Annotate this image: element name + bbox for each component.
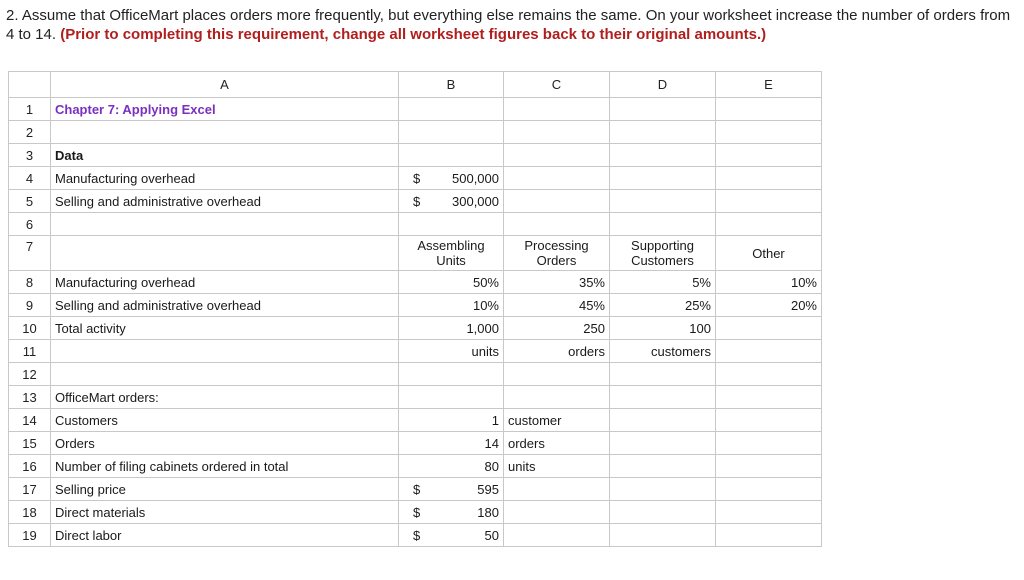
currency-symbol: $ (413, 481, 421, 497)
cell-e4[interactable] (716, 167, 822, 190)
cell-b19[interactable] (399, 524, 504, 547)
cell-d9[interactable]: 25% (610, 294, 716, 317)
row-number[interactable]: 9 (9, 294, 51, 317)
cell-c2[interactable] (504, 121, 610, 144)
cell-c9[interactable]: 45% (504, 294, 610, 317)
cell-c17[interactable] (504, 478, 610, 501)
cell-b1[interactable] (399, 98, 504, 121)
cell-value: 500,000 (452, 170, 499, 186)
cell-e17[interactable] (716, 478, 822, 501)
cell-a3[interactable]: Data (51, 144, 399, 167)
cell-c4[interactable] (504, 167, 610, 190)
currency-symbol: $ (413, 527, 421, 543)
cell-e14[interactable] (716, 409, 822, 432)
row-15 (9, 432, 822, 455)
cell-value: 180 (477, 504, 499, 520)
column-header-c[interactable]: C (504, 72, 610, 98)
row-7 (9, 236, 822, 271)
cell-a10[interactable]: Total activity (51, 317, 399, 340)
cell-b8[interactable]: 50% (399, 271, 504, 294)
row-2 (9, 121, 822, 144)
cell-d12[interactable] (610, 363, 716, 386)
cell-b16[interactable]: 80 (399, 455, 504, 478)
row-number[interactable]: 3 (9, 144, 51, 167)
cell-b4[interactable] (399, 167, 504, 190)
row-number[interactable]: 17 (9, 478, 51, 501)
row-number[interactable]: 4 (9, 167, 51, 190)
column-header-e[interactable]: E (716, 72, 822, 98)
cell-e11[interactable] (716, 340, 822, 363)
cell-b9[interactable]: 10% (399, 294, 504, 317)
cell-a15[interactable]: Orders (51, 432, 399, 455)
cell-b3[interactable] (399, 144, 504, 167)
row-18 (9, 501, 822, 524)
cell-d15[interactable] (610, 432, 716, 455)
row-17 (9, 478, 822, 501)
row-number[interactable]: 6 (9, 213, 51, 236)
row-12 (9, 363, 822, 386)
row-3 (9, 144, 822, 167)
cell-a14[interactable]: Customers (51, 409, 399, 432)
cell-d1[interactable] (610, 98, 716, 121)
row-number[interactable]: 5 (9, 190, 51, 213)
cell-b6[interactable] (399, 213, 504, 236)
row-number[interactable]: 7 (9, 236, 51, 271)
cell-a13[interactable]: OfficeMart orders: (51, 386, 399, 409)
cell-b11[interactable]: units (399, 340, 504, 363)
cell-c1[interactable] (504, 98, 610, 121)
currency-symbol: $ (413, 504, 421, 520)
cell-d17[interactable] (610, 478, 716, 501)
cell-a9[interactable]: Selling and administrative overhead (51, 294, 399, 317)
cell-e6[interactable] (716, 213, 822, 236)
cell-d11[interactable]: customers (610, 340, 716, 363)
row-13 (9, 386, 822, 409)
cell-c19[interactable] (504, 524, 610, 547)
row-1 (9, 98, 822, 121)
row-number[interactable]: 1 (9, 98, 51, 121)
cell-d5[interactable] (610, 190, 716, 213)
cell-e3[interactable] (716, 144, 822, 167)
cell-b2[interactable] (399, 121, 504, 144)
cell-d10[interactable]: 100 (610, 317, 716, 340)
instructions (6, 6, 1016, 44)
cell-c11[interactable]: orders (504, 340, 610, 363)
cell-b13[interactable] (399, 386, 504, 409)
row-number[interactable]: 19 (9, 524, 51, 547)
row-number[interactable]: 10 (9, 317, 51, 340)
row-4 (9, 167, 822, 190)
cell-d7[interactable]: Supporting Customers (610, 236, 716, 271)
cell-a8[interactable]: Manufacturing overhead (51, 271, 399, 294)
cell-a2[interactable] (51, 121, 399, 144)
currency-symbol: $ (413, 193, 421, 209)
cell-d3[interactable] (610, 144, 716, 167)
column-header-a[interactable]: A (51, 72, 399, 98)
row-number[interactable]: 18 (9, 501, 51, 524)
cell-a4[interactable]: Manufacturing overhead (51, 167, 399, 190)
cell-a6[interactable] (51, 213, 399, 236)
cell-d13[interactable] (610, 386, 716, 409)
cell-b5[interactable] (399, 190, 504, 213)
cell-a19[interactable]: Direct labor (51, 524, 399, 547)
cell-b12[interactable] (399, 363, 504, 386)
row-19 (9, 524, 822, 547)
cell-value: 595 (477, 481, 499, 497)
row-16 (9, 455, 822, 478)
row-number[interactable]: 15 (9, 432, 51, 455)
cell-c6[interactable] (504, 213, 610, 236)
column-header-b[interactable]: B (399, 72, 504, 98)
cell-e9[interactable]: 20% (716, 294, 822, 317)
cell-b10[interactable]: 1,000 (399, 317, 504, 340)
cell-a5[interactable]: Selling and administrative overhead (51, 190, 399, 213)
cell-d18[interactable] (610, 501, 716, 524)
cell-a12[interactable] (51, 363, 399, 386)
cell-c13[interactable] (504, 386, 610, 409)
cell-c7[interactable]: Processing Orders (504, 236, 610, 271)
row-number[interactable]: 13 (9, 386, 51, 409)
cell-a17[interactable]: Selling price (51, 478, 399, 501)
cell-d2[interactable] (610, 121, 716, 144)
currency-symbol: $ (413, 170, 421, 186)
cell-b17[interactable] (399, 478, 504, 501)
row-5 (9, 190, 822, 213)
cell-b15[interactable]: 14 (399, 432, 504, 455)
row-number[interactable]: 12 (9, 363, 51, 386)
row-8 (9, 271, 822, 294)
worksheet (8, 71, 822, 547)
cell-c14[interactable]: customer (504, 409, 610, 432)
cell-e18[interactable] (716, 501, 822, 524)
row-6 (9, 213, 822, 236)
cell-c8[interactable]: 35% (504, 271, 610, 294)
cell-d19[interactable] (610, 524, 716, 547)
cell-value: 50 (484, 527, 499, 543)
cell-b18[interactable] (399, 501, 504, 524)
corner-cell[interactable] (9, 72, 51, 98)
row-number[interactable]: 16 (9, 455, 51, 478)
column-header-row (9, 72, 822, 98)
cell-e7[interactable]: Other (716, 236, 822, 271)
cell-a16[interactable]: Number of filing cabinets ordered in total (51, 455, 399, 478)
cell-e12[interactable] (716, 363, 822, 386)
row-number[interactable]: 11 (9, 340, 51, 363)
row-14 (9, 409, 822, 432)
row-number[interactable]: 14 (9, 409, 51, 432)
cell-b7[interactable]: Assembling Units (399, 236, 504, 271)
cell-e1[interactable] (716, 98, 822, 121)
cell-a7[interactable] (51, 236, 399, 271)
column-header-d[interactable]: D (610, 72, 716, 98)
cell-e15[interactable] (716, 432, 822, 455)
cell-d14[interactable] (610, 409, 716, 432)
cell-e10[interactable] (716, 317, 822, 340)
cell-c18[interactable] (504, 501, 610, 524)
cell-c12[interactable] (504, 363, 610, 386)
cell-e19[interactable] (716, 524, 822, 547)
cell-d4[interactable] (610, 167, 716, 190)
cell-e8[interactable]: 10% (716, 271, 822, 294)
row-number[interactable]: 2 (9, 121, 51, 144)
cell-d16[interactable] (610, 455, 716, 478)
cell-c10[interactable]: 250 (504, 317, 610, 340)
cell-e16[interactable] (716, 455, 822, 478)
row-number[interactable]: 8 (9, 271, 51, 294)
cell-a1[interactable]: Chapter 7: Applying Excel (51, 98, 399, 121)
cell-d8[interactable]: 5% (610, 271, 716, 294)
row-11 (9, 340, 822, 363)
cell-e13[interactable] (716, 386, 822, 409)
row-10 (9, 317, 822, 340)
cell-value: 300,000 (452, 193, 499, 209)
instructions-note: (Prior to completing this requirement, change all worksheet figures back to their original amounts.) (60, 26, 767, 43)
cell-c15[interactable]: orders (504, 432, 610, 455)
cell-e5[interactable] (716, 190, 822, 213)
cell-b14[interactable]: 1 (399, 409, 504, 432)
instructions-text: 2. Assume that OfficeMart places orders more frequently, but everything else remains the same. On your worksheet increase the number of orders from 4 to 14. (6, 7, 1011, 43)
row-9 (9, 294, 822, 317)
cell-a11[interactable] (51, 340, 399, 363)
cell-e2[interactable] (716, 121, 822, 144)
cell-c3[interactable] (504, 144, 610, 167)
cell-c16[interactable]: units (504, 455, 610, 478)
cell-a18[interactable]: Direct materials (51, 501, 399, 524)
cell-c5[interactable] (504, 190, 610, 213)
cell-d6[interactable] (610, 213, 716, 236)
